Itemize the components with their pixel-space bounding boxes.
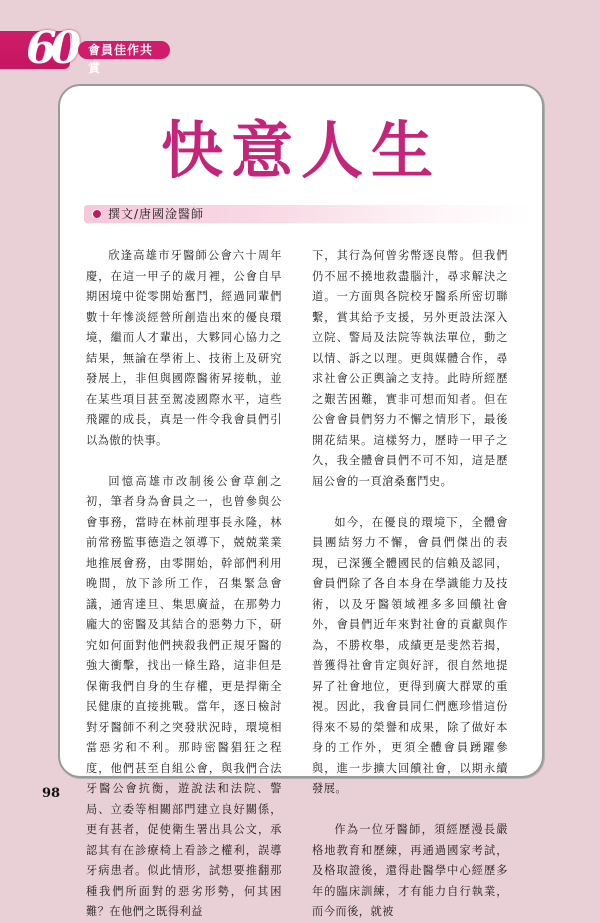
article-card (58, 84, 544, 918)
paragraph: 欣逢高雄市牙醫師公會六十周年慶，在這一甲子的歲月裡，公會自早期困境中從零開始奮鬥，經過同輩們數十年慘淡經營所創造出來的優良環境，繼而人才輩出，大夥同心協力之結果，無論在學術上、技術上及研究發展上，非但與國際醫術昇接軌，並在某些項目甚至駕凌國際水平，這些飛躍的成長，真是一件令我會員們引以為傲的快事。 (86, 249, 282, 447)
logo-sixty-emblem: 60 (26, 23, 76, 74)
paragraph: 回憶高雄市改制後公會草創之初，筆者身為會員之一，也曾參與公會事務，當時在林前理事長永隆，林前常務監事德造之領導下，兢兢業業地推展會務，由零開始，幹部們利用晚間，放下診所工作，召集緊急會議，通宵達旦、集思廣益，在那勢力龐大的密醫及其結合的惡勢力下，研究如何面對他們挾殺我們正規牙醫的強大衝擊，找出一條生路，這非但是保衛我們自身的生存權，更是捍衛全民健康的直接挑戰。當年，逐日檢討對牙醫師不利之突發狀況時，環境相當惡劣和不利。那時密醫猖狂之程度，他們甚至自組公會，與我們合法牙醫公會抗衡，遊說法和法院、警局、立委等相關部門建立良好關係，更有甚者，促使衛生署出具公文，承認其有在診療椅上看診之權利，誤導牙病患者。似此情形，試想要推翻那種我們所面對的惡劣形勢，何其困難？在他們之既得利益 (86, 474, 282, 918)
paragraph: 作為一位牙醫師，須經歷漫長嚴格地教育和歷練，再通過國家考試，及格取證後，還得赴醫學中心經歷多年的臨床訓練，才有能力自行執業，而今而後，就被 (312, 823, 508, 918)
page-number: 98 (42, 786, 61, 801)
article-column-left (86, 246, 282, 923)
article-column-right (312, 246, 508, 923)
byline-author: 撰文/唐國淦醫師 (108, 207, 205, 221)
article-title: 快意人生 (160, 114, 441, 187)
paragraph: 如今，在優良的環境下，全體會員團結努力不懈，會員們傑出的表現，已深獲全體國民的信賴及認同，會員們除了各自本身在學識能力及技術，以及牙醫領域裡多多回饋社會外，會員們近年來對社會的貢獻與作為，不勝枚舉，成績更是斐然若揭，普獲得社會肯定與好評，很自然地提昇了社會地位，更得到廣大群眾的重視。因此，我會員同仁們應珍惜這份得來不易的榮譽和成果，除了做好本身的工作外，更須全體會員踴躍參與，進一步擴大回饋社會，以期永續發展。 (312, 515, 508, 795)
bullet-icon (92, 209, 102, 219)
paragraph: 下，其行為何曾劣幣逐良幣。但我們仍不屈不撓地救盡腦汁，尋求解決之道。一方面與各院校牙醫系所密切聯繫，賞其給予支援，另外更設法深入立院、警局及法院等執法單位，動之以情、訴之以理。更與媒體合作，尋求社會公正輿論之支持。此時所經歷之艱苦困難，實非可想而知者。但在公會會員們努力不懈之情形下，最後開花結果。這樣努力，歷時一甲子之久，我全體會員們不可不知，這是歷屆公會的一頁滄桑奮鬥史。 (312, 249, 508, 488)
section-label: 會員佳作共賞 (78, 41, 170, 59)
section-logo (0, 25, 170, 73)
byline-bar (84, 205, 532, 223)
